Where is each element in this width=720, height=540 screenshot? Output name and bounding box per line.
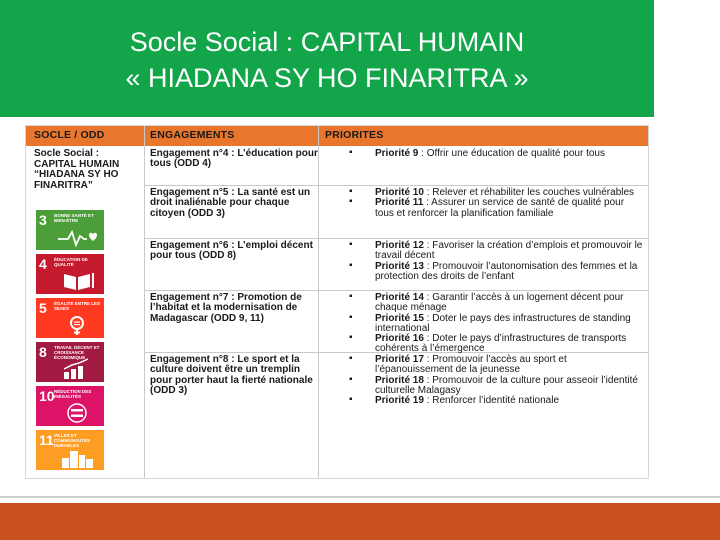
bullet-icon: ▪ [349, 291, 353, 302]
footer-bar [0, 503, 720, 540]
sdg-title: BONNE SANTÉ ET BIEN-ÊTRE [54, 213, 94, 223]
sdg-title: ÉDUCATION DE QUALITÉ [54, 257, 88, 267]
sdg-number: 10 [39, 388, 55, 404]
priority-name: Priorité 16 [375, 333, 424, 345]
priority-item [325, 396, 645, 406]
sdg-title: RÉDUCTION DES INÉGALITÉS [54, 389, 92, 399]
engagement-cell: Engagement n°4 : L’éducation pour tous (ODD 4) [150, 148, 318, 170]
priority-name: Priorité 9 [375, 148, 419, 159]
sdg-tile-8 [36, 342, 104, 382]
bullet-icon: ▪ [349, 259, 353, 271]
header-priorites: PRIORITES [325, 129, 384, 141]
column-divider [144, 126, 145, 478]
engagement-cell: Engagement n°5 : La santé est un droit inaliénable pour chaque citoyen (ODD 3) [150, 187, 311, 219]
footer-divider [0, 496, 720, 498]
slide-title-line-2: « HIADANA SY HO FINARITRA » [125, 63, 529, 93]
sdg-tile-3 [36, 210, 104, 250]
priority-text: : Promouvoir l’accès au sport et l’épanouissement de la jeunesse [375, 354, 567, 376]
row-divider [144, 290, 648, 291]
priority-list [325, 241, 645, 282]
priority-text: : Favoriser la création d’emplois et promouvoir le travail décent [375, 240, 643, 262]
priority-item [325, 241, 645, 262]
priority-item [325, 149, 645, 159]
priority-item [325, 259, 645, 283]
priority-text: : Garantir l’accès à un logement décent pour chaque ménage [375, 292, 624, 314]
bullet-icon: ▪ [349, 239, 353, 250]
priority-list [325, 355, 645, 406]
sdg-tile-11 [36, 430, 104, 470]
priority-text: : Doter le pays des infrastructures de standing international [375, 312, 631, 334]
priority-item [325, 334, 645, 355]
priority-name: Priorité 10 [375, 187, 424, 198]
socle-label: Socle Social : CAPITAL HUMAIN “HIADANA SY HO FINARITRA” [34, 148, 120, 191]
city-buildings-icon [56, 446, 98, 468]
bullet-icon: ▪ [349, 353, 353, 364]
priority-list [325, 149, 645, 159]
bullet-icon: ▪ [349, 186, 353, 197]
sdg-number: 8 [39, 344, 47, 360]
sdg-number: 11 [39, 432, 54, 448]
priority-text: : Offrir une éducation de qualité pour tous [421, 148, 605, 159]
priority-text: : Relever et réhabiliter les couches vulnérables [426, 187, 635, 198]
slide-title [0, 24, 654, 96]
title-band-right-margin [654, 0, 720, 117]
bullet-icon: ▪ [349, 332, 353, 344]
book-icon [56, 270, 98, 292]
bullet-icon: ▪ [349, 196, 353, 208]
sdg-tile-5 [36, 298, 104, 338]
sdg-tile-4 [36, 254, 104, 294]
priority-name: Priorité 15 [375, 312, 424, 324]
priority-text: : Renforcer l’identité nationale [426, 395, 560, 407]
priority-text: : Promouvoir l’autonomisation des femmes et la protection des droits de l’enfant [375, 260, 638, 282]
priority-text: : Assurer un service de santé de qualité pour tous et renforcer la planification familiale [375, 197, 625, 219]
engagement-cell: Engagement n°8 : Le sport et la culture doivent être un tremplin pour porter haut la fierté nationale (ODD 3) [150, 354, 313, 396]
sdg-number: 3 [39, 212, 47, 228]
sdg-number: 5 [39, 300, 47, 316]
priority-name: Priorité 18 [375, 374, 424, 386]
sdg-title: TRAVAIL DÉCENT ET CROISSANCE ÉCONOMIQUE [54, 345, 100, 360]
priority-list [325, 188, 645, 219]
sdg-title: VILLES ET COMMUNAUTÉS DURABLES [54, 433, 90, 448]
priority-name: Priorité 14 [375, 292, 424, 303]
priority-item [325, 373, 645, 397]
socle-table [25, 125, 649, 479]
priority-item [325, 293, 645, 314]
engagement-cell: Engagement n°7 : Promotion de l’habitat et la modernisation de Madagascar (ODD 9, 11) [150, 292, 302, 324]
bullet-icon: ▪ [349, 311, 353, 323]
priority-item [325, 311, 645, 335]
header-socle-odd: SOCLE / ODD [34, 129, 105, 141]
equal-sign-icon [56, 402, 98, 424]
priority-list [325, 293, 645, 355]
table-header-row [26, 126, 648, 146]
sdg-tile-10 [36, 386, 104, 426]
gender-equality-icon [56, 314, 98, 336]
priority-name: Priorité 19 [375, 395, 424, 407]
growth-chart-icon [56, 358, 98, 380]
priority-name: Priorité 12 [375, 240, 424, 251]
row-divider [144, 238, 648, 239]
bullet-icon: ▪ [349, 147, 353, 158]
priority-name: Priorité 17 [375, 354, 424, 365]
bullet-icon: ▪ [349, 394, 353, 406]
priority-text: : Promouvoir de la culture pour asseoir l’identité culturelle Malagasy [375, 374, 638, 396]
slide-title-line-1: Socle Social : CAPITAL HUMAIN [129, 27, 525, 57]
header-engagements: ENGAGEMENTS [150, 129, 235, 141]
heartbeat-icon [56, 226, 98, 248]
sdg-title: ÉGALITÉ ENTRE LES SEXES [54, 301, 101, 311]
priority-text: : Doter le pays d’infrastructures de transports cohérents à l’émergence [375, 333, 627, 355]
sdg-number: 4 [39, 256, 47, 272]
engagement-cell: Engagement n°6 : L’emploi décent pour tous (ODD 8) [150, 240, 313, 262]
priority-name: Priorité 13 [375, 260, 424, 272]
bullet-icon: ▪ [349, 373, 353, 385]
priority-item [325, 198, 645, 219]
row-divider [144, 185, 648, 186]
priority-name: Priorité 11 [375, 197, 424, 209]
priority-item [325, 355, 645, 376]
